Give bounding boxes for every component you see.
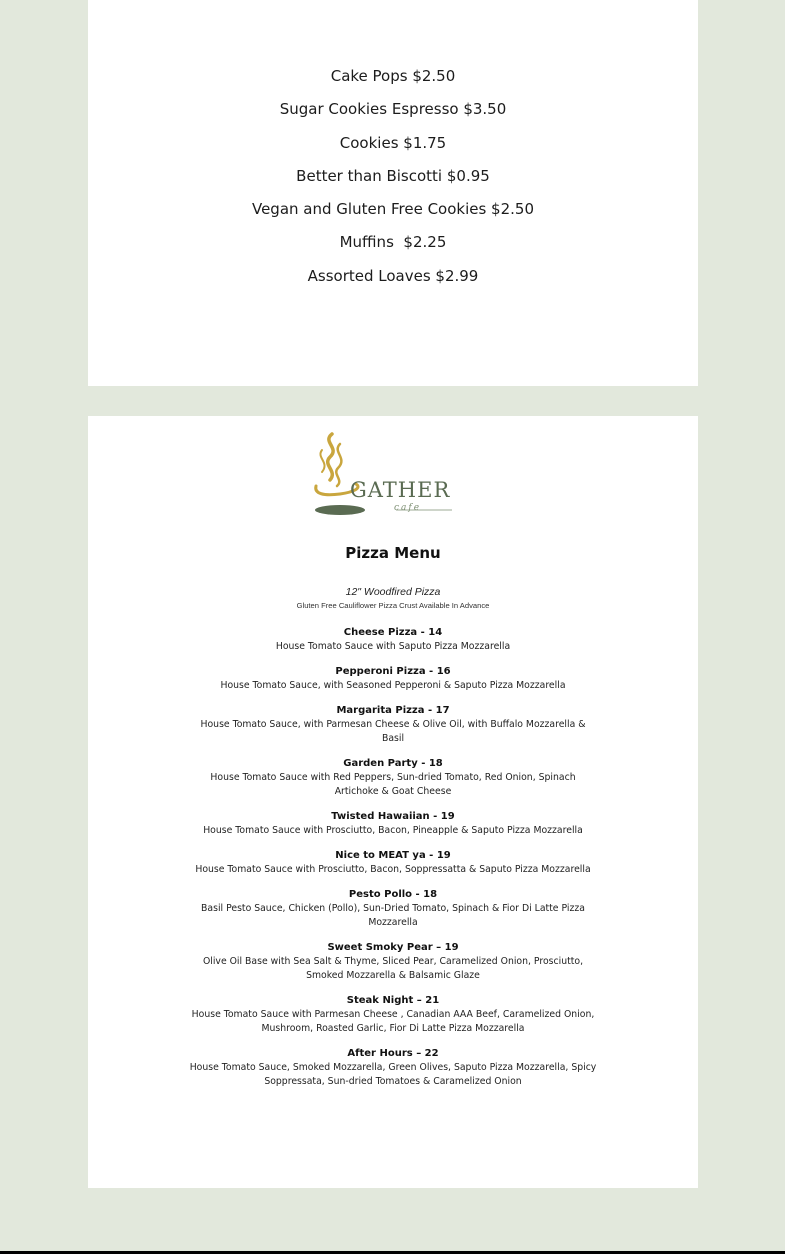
bakery-item: Vegan and Gluten Free Cookies $2.50: [251, 200, 535, 219]
logo-subtext: cafe: [394, 503, 422, 513]
bakery-item: Assorted Loaves $2.99: [307, 266, 479, 285]
bakery-menu-page: [88, 0, 698, 386]
bakery-item-list: [88, 60, 698, 293]
bakery-item: Cookies $1.75: [339, 133, 447, 152]
pizza-item: [188, 1047, 598, 1089]
pizza-description: House Tomato Sauce with Parmesan Cheese , Canadian AAA Beef, Caramelized Onion, Mushroom, Roasted Garlic, Fior Di Latte Pizza Mozzarella: [191, 1009, 595, 1034]
pizza-name: Cheese Pizza - 14: [343, 627, 443, 638]
pizza-item: [188, 994, 598, 1036]
pizza-item: [188, 941, 598, 983]
pizza-item: [188, 888, 598, 930]
steaming-cup-icon: [310, 430, 476, 518]
pizza-description: Basil Pesto Sauce, Chicken (Pollo), Sun-Dried Tomato, Spinach & Fior Di Latte Pizza Mozzarella: [201, 903, 585, 928]
pizza-item: [188, 810, 598, 838]
pizza-description: House Tomato Sauce with Prosciutto, Bacon, Pineapple & Saputo Pizza Mozzarella: [203, 825, 583, 836]
pizza-item: [188, 757, 598, 799]
pizza-item: [188, 665, 598, 693]
gather-cafe-logo: [310, 430, 476, 518]
pizza-item: [188, 704, 598, 746]
pizza-description: House Tomato Sauce, with Seasoned Pepperoni & Saputo Pizza Mozzarella: [220, 680, 566, 691]
pizza-name: Pepperoni Pizza - 16: [335, 666, 451, 677]
pizza-description: House Tomato Sauce with Saputo Pizza Mozzarella: [275, 641, 511, 652]
pizza-name: Pesto Pollo - 18: [348, 889, 438, 900]
pizza-description: Olive Oil Base with Sea Salt & Thyme, Sliced Pear, Caramelized Onion, Prosciutto, Smoked Mozzarella & Balsamic Glaze: [202, 956, 584, 981]
pizza-item: [188, 849, 598, 877]
bakery-item: Cake Pops $2.50: [330, 67, 456, 85]
pizza-item: [188, 626, 598, 654]
pizza-description: House Tomato Sauce, Smoked Mozzarella, Green Olives, Saputo Pizza Mozzarella, Spicy Soppressata, Sun-dried Tomatoes & Caramelized Onion: [189, 1062, 597, 1087]
pizza-name: Twisted Hawaiian - 19: [331, 811, 455, 822]
pizza-name: Margarita Pizza - 17: [336, 705, 450, 716]
bakery-item: Muffins $2.25: [339, 233, 447, 252]
page-title: Pizza Menu: [345, 544, 441, 562]
pizza-name: Nice to MEAT ya - 19: [335, 850, 451, 861]
pizza-name: After Hours – 22: [347, 1048, 439, 1059]
pizza-description: House Tomato Sauce with Red Peppers, Sun-dried Tomato, Red Onion, Spinach Artichoke & Goat Cheese: [210, 772, 576, 797]
pizza-name: Garden Party - 18: [343, 758, 443, 769]
bakery-item: Sugar Cookies Espresso $3.50: [279, 100, 507, 119]
pizza-menu-page: [88, 416, 698, 1188]
gluten-free-note: Gluten Free Cauliflower Pizza Crust Available In Advance: [296, 601, 490, 610]
pizza-name: Sweet Smoky Pear – 19: [327, 942, 459, 953]
pizza-item-list: [188, 626, 598, 1100]
bakery-item: Better than Biscotti $0.95: [296, 166, 490, 185]
pizza-name: Steak Night – 21: [346, 995, 440, 1006]
pizza-description: House Tomato Sauce with Prosciutto, Bacon, Soppressatta & Saputo Pizza Mozzarella: [195, 864, 591, 875]
pizza-description: House Tomato Sauce, with Parmesan Cheese & Olive Oil, with Buffalo Mozzarella & Basil: [200, 719, 586, 744]
logo-wordmark: GATHER: [350, 478, 451, 502]
pizza-size-note: 12" Woodfired Pizza: [345, 586, 441, 598]
